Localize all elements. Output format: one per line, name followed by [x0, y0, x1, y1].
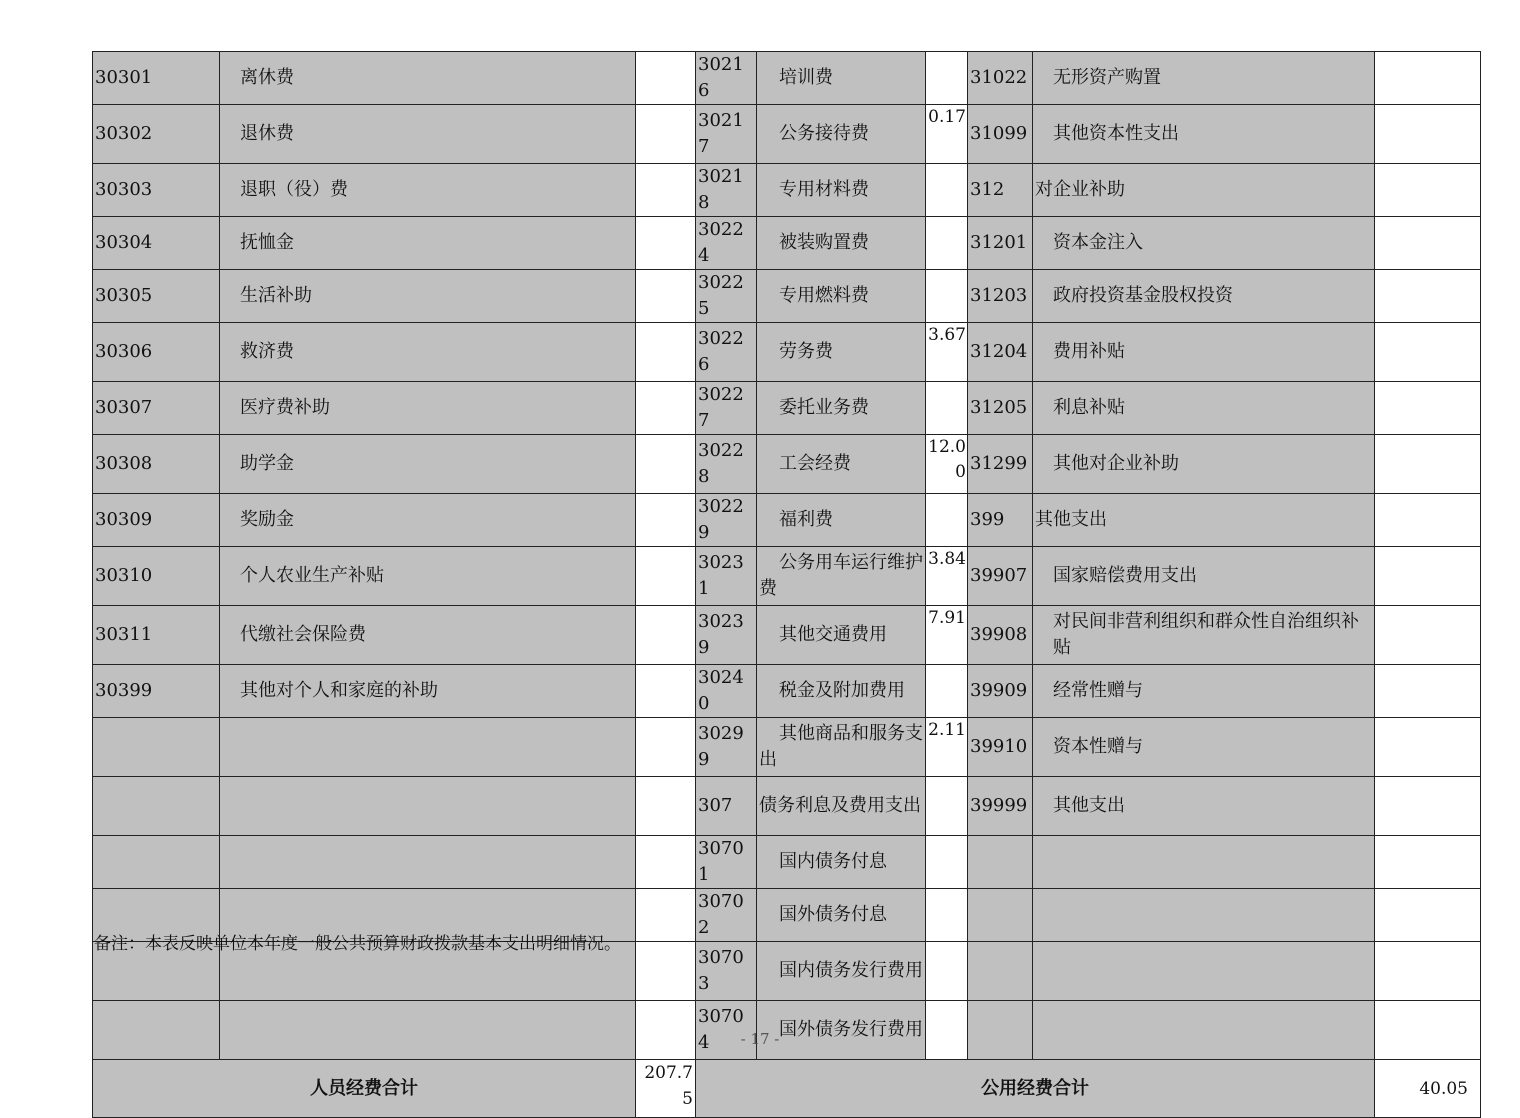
item-name-c: 其他支出: [1033, 777, 1375, 836]
item-value-c: [1375, 547, 1481, 606]
item-name-c: 其他资本性支出: [1033, 105, 1375, 164]
item-name-a: 奖励金: [220, 494, 636, 547]
item-code-a: 30306: [93, 323, 220, 382]
item-code-a: 30307: [93, 382, 220, 435]
item-name-b: 专用材料费: [757, 164, 926, 217]
item-value-b: [926, 164, 968, 217]
item-code-c: 39909: [968, 665, 1033, 718]
item-value-b: [926, 217, 968, 270]
item-code-c: 31099: [968, 105, 1033, 164]
item-name-a: 医疗费补助: [220, 382, 636, 435]
item-name-b: 其他商品和服务支出: [757, 718, 926, 777]
item-name-b: 国外债务发行费用: [757, 1001, 926, 1060]
table-row: [93, 494, 1481, 547]
item-name-a: 离休费: [220, 52, 636, 105]
page-number: - 17 -: [740, 1030, 780, 1048]
item-name-a: [220, 718, 636, 777]
personnel-total-value: 207.75: [636, 1060, 696, 1118]
item-value-b: 7.91: [926, 606, 968, 665]
item-code-c: 399: [968, 494, 1033, 547]
item-name-b: 国内债务发行费用: [757, 942, 926, 1001]
item-name-b: 福利费: [757, 494, 926, 547]
table-row: [93, 164, 1481, 217]
table-row: [93, 52, 1481, 105]
item-value-a: [636, 164, 696, 217]
item-name-b: 国外债务付息: [757, 889, 926, 942]
item-code-b: 30240: [696, 665, 757, 718]
item-code-b: 30226: [696, 323, 757, 382]
item-value-c: [1375, 494, 1481, 547]
item-name-c: 费用补贴: [1033, 323, 1375, 382]
item-value-b: [926, 889, 968, 942]
expenditure-detail-table: [92, 51, 1481, 1118]
item-code-b: 30225: [696, 270, 757, 323]
item-value-c: [1375, 382, 1481, 435]
item-name-b: 劳务费: [757, 323, 926, 382]
totals-row: [93, 1060, 1481, 1118]
item-value-a: [636, 105, 696, 164]
item-code-c: 31022: [968, 52, 1033, 105]
table-row: [93, 382, 1481, 435]
item-name-b: 工会经费: [757, 435, 926, 494]
item-code-b: 30224: [696, 217, 757, 270]
item-name-c: 资本金注入: [1033, 217, 1375, 270]
item-code-c: 312: [968, 164, 1033, 217]
item-name-a: 其他对个人和家庭的补助: [220, 665, 636, 718]
item-name-a: [220, 777, 636, 836]
item-name-a: 个人农业生产补贴: [220, 547, 636, 606]
item-name-b: 培训费: [757, 52, 926, 105]
item-value-c: [1375, 889, 1481, 942]
item-value-a: [636, 382, 696, 435]
item-code-c: [968, 942, 1033, 1001]
item-code-c: 31299: [968, 435, 1033, 494]
item-name-a: 抚恤金: [220, 217, 636, 270]
table-row: [93, 836, 1481, 889]
item-name-c: [1033, 889, 1375, 942]
item-code-a: 30311: [93, 606, 220, 665]
item-value-c: [1375, 718, 1481, 777]
item-code-c: 31201: [968, 217, 1033, 270]
item-value-a: [636, 665, 696, 718]
item-value-a: [636, 836, 696, 889]
item-code-a: 30399: [93, 665, 220, 718]
item-value-c: [1375, 435, 1481, 494]
table-row: [93, 435, 1481, 494]
item-name-a: 生活补助: [220, 270, 636, 323]
item-value-b: 3.67: [926, 323, 968, 382]
item-name-c: 无形资产购置: [1033, 52, 1375, 105]
expenditure-detail-table-wrapper: [92, 51, 1481, 1118]
public-total-value: 40.05: [1375, 1060, 1481, 1118]
table-row: [93, 665, 1481, 718]
item-code-b: 30228: [696, 435, 757, 494]
public-total-label: 公用经费合计: [696, 1060, 1375, 1118]
item-value-b: [926, 836, 968, 889]
item-name-b: 其他交通费用: [757, 606, 926, 665]
item-code-a: 30301: [93, 52, 220, 105]
item-name-a: 退休费: [220, 105, 636, 164]
item-name-b: 委托业务费: [757, 382, 926, 435]
item-value-a: [636, 270, 696, 323]
item-code-b: 30217: [696, 105, 757, 164]
table-row: [93, 718, 1481, 777]
item-name-b: 公务接待费: [757, 105, 926, 164]
item-name-b: 国内债务付息: [757, 836, 926, 889]
item-name-c: 资本性赠与: [1033, 718, 1375, 777]
item-code-c: 31204: [968, 323, 1033, 382]
item-value-a: [636, 52, 696, 105]
item-value-c: [1375, 836, 1481, 889]
item-name-c: 对民间非营利组织和群众性自治组织补贴: [1033, 606, 1375, 665]
item-name-b: 公务用车运行维护费: [757, 547, 926, 606]
item-code-b: 30216: [696, 52, 757, 105]
item-name-c: 国家赔偿费用支出: [1033, 547, 1375, 606]
item-code-c: 39908: [968, 606, 1033, 665]
item-name-b: 被装购置费: [757, 217, 926, 270]
item-value-c: [1375, 217, 1481, 270]
table-row: [93, 217, 1481, 270]
item-code-a: 30309: [93, 494, 220, 547]
item-value-c: [1375, 270, 1481, 323]
item-name-c: 政府投资基金股权投资: [1033, 270, 1375, 323]
table-row: [93, 323, 1481, 382]
item-code-a: 30304: [93, 217, 220, 270]
item-code-b: 30231: [696, 547, 757, 606]
item-value-b: [926, 52, 968, 105]
item-code-a: 30308: [93, 435, 220, 494]
item-code-b: 30239: [696, 606, 757, 665]
table-row: [93, 270, 1481, 323]
item-code-a: 30303: [93, 164, 220, 217]
item-name-b: 税金及附加费用: [757, 665, 926, 718]
item-value-c: [1375, 105, 1481, 164]
item-code-b: 30218: [696, 164, 757, 217]
item-value-a: [636, 435, 696, 494]
item-name-a: 退职（役）费: [220, 164, 636, 217]
item-code-a: [93, 836, 220, 889]
item-name-a: 助学金: [220, 435, 636, 494]
item-value-b: [926, 942, 968, 1001]
item-code-c: [968, 836, 1033, 889]
item-code-b: 30702: [696, 889, 757, 942]
item-value-a: [636, 777, 696, 836]
item-code-b: 30703: [696, 942, 757, 1001]
table-body: [93, 52, 1481, 1060]
item-name-c: 经常性赠与: [1033, 665, 1375, 718]
table-row: [93, 777, 1481, 836]
item-value-b: 2.11: [926, 718, 968, 777]
item-code-a: 30310: [93, 547, 220, 606]
item-name-a: [220, 836, 636, 889]
item-name-c: [1033, 836, 1375, 889]
item-code-c: 39999: [968, 777, 1033, 836]
item-value-c: [1375, 323, 1481, 382]
item-code-a: 30302: [93, 105, 220, 164]
footnote: 备注：本表反映单位本年度一般公共预算财政拨款基本支出明细情况。: [94, 934, 621, 954]
item-value-a: [636, 494, 696, 547]
table-row: [93, 547, 1481, 606]
item-code-c: [968, 889, 1033, 942]
item-name-a: 代缴社会保险费: [220, 606, 636, 665]
item-code-b: 30229: [696, 494, 757, 547]
item-name-b: 专用燃料费: [757, 270, 926, 323]
item-value-c: [1375, 164, 1481, 217]
item-name-c: 其他支出: [1033, 494, 1375, 547]
item-value-a: [636, 889, 696, 942]
item-code-b: 307: [696, 777, 757, 836]
item-value-c: [1375, 777, 1481, 836]
item-code-b: 30704: [696, 1001, 757, 1060]
table-row: [93, 606, 1481, 665]
item-value-b: [926, 270, 968, 323]
table-row: [93, 105, 1481, 164]
item-name-c: 其他对企业补助: [1033, 435, 1375, 494]
item-value-b: 3.84: [926, 547, 968, 606]
item-code-c: 39910: [968, 718, 1033, 777]
item-value-a: [636, 606, 696, 665]
item-name-c: 对企业补助: [1033, 164, 1375, 217]
item-code-b: 30299: [696, 718, 757, 777]
item-code-a: [93, 777, 220, 836]
item-value-c: [1375, 942, 1481, 1001]
item-code-c: 31205: [968, 382, 1033, 435]
item-value-b: 0.17: [926, 105, 968, 164]
item-code-c: 31203: [968, 270, 1033, 323]
item-value-a: [636, 718, 696, 777]
item-name-b: 债务利息及费用支出: [757, 777, 926, 836]
item-value-b: 12.00: [926, 435, 968, 494]
item-value-c: [1375, 52, 1481, 105]
item-value-b: [926, 665, 968, 718]
item-code-b: 30701: [696, 836, 757, 889]
item-name-a: 救济费: [220, 323, 636, 382]
item-name-c: [1033, 942, 1375, 1001]
item-code-a: 30305: [93, 270, 220, 323]
personnel-total-label: 人员经费合计: [93, 1060, 636, 1118]
item-value-a: [636, 217, 696, 270]
item-value-b: [926, 777, 968, 836]
item-value-c: [1375, 665, 1481, 718]
item-value-a: [636, 942, 696, 1001]
item-value-c: [1375, 606, 1481, 665]
item-code-a: [93, 718, 220, 777]
item-name-c: 利息补贴: [1033, 382, 1375, 435]
item-code-c: 39907: [968, 547, 1033, 606]
item-value-b: [926, 494, 968, 547]
item-value-a: [636, 323, 696, 382]
item-value-b: [926, 382, 968, 435]
item-value-a: [636, 547, 696, 606]
item-code-b: 30227: [696, 382, 757, 435]
